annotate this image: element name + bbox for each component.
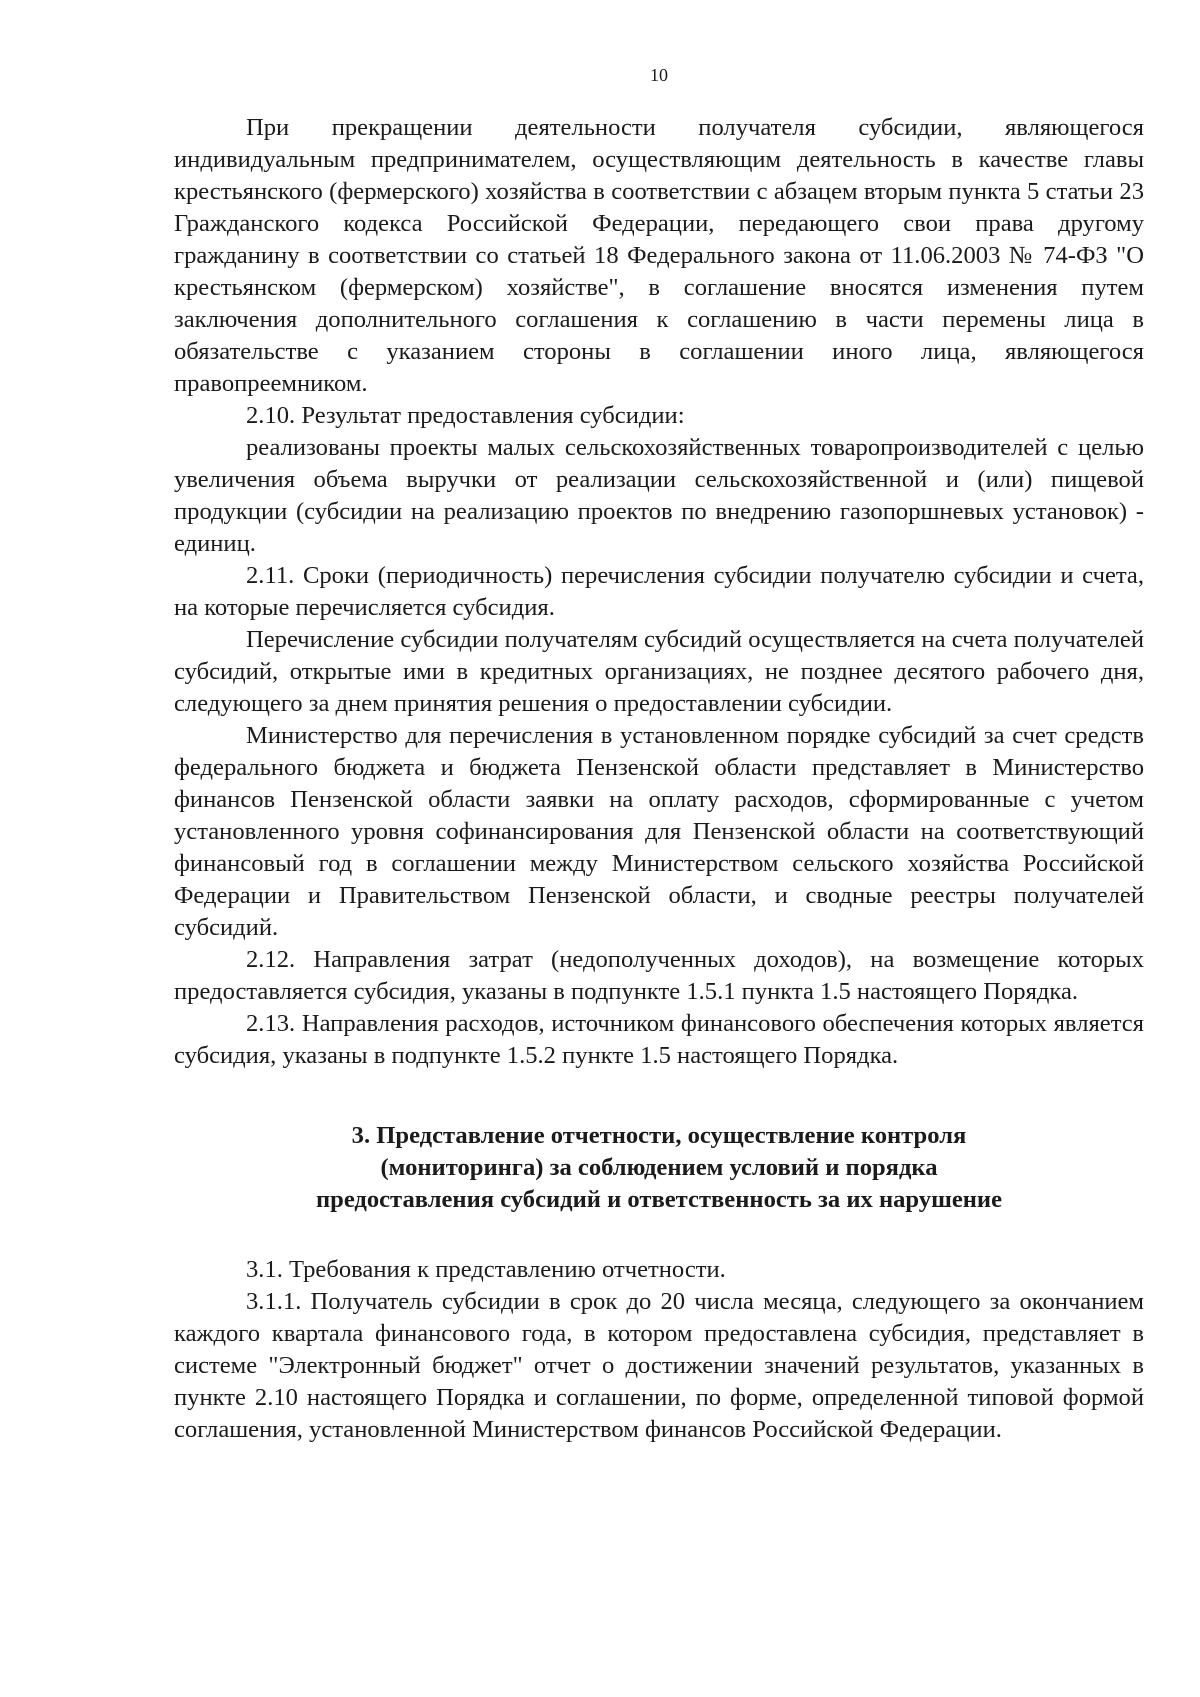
paragraph-2-11-title: 2.11. Сроки (периодичность) перечисления субсидии получателю субсидии и счета, на которые перечисляется субсидия. bbox=[174, 562, 1144, 621]
page-number: 10 bbox=[650, 65, 668, 85]
paragraph-3-1-1: 3.1.1. Получатель субсидии в срок до 20 числа месяца, следующего за окончанием каждого квартала финансового года, в котором предоставлена субсидия, представляет в системе "Электронный бюджет" отчет о достижении значений результатов, указанных в пункте 2.10 настоящего Порядка и соглашении, по форме, определенной типовой формой соглашения, установленной Министерством финансов Российской Федерации. bbox=[174, 1288, 1144, 1443]
section-3-heading bbox=[174, 1120, 1144, 1216]
section-3-heading-line-3: предоставления субсидий и ответственность за их нарушение bbox=[315, 1186, 1003, 1213]
paragraph-2-13: 2.13. Направления расходов, источником финансового обеспечения которых является субсидия, указаны в подпункте 1.5.2 пункте 1.5 настоящего Порядка. bbox=[174, 1010, 1144, 1069]
paragraph-2-11-transfer: Перечисление субсидии получателям субсидий осуществляется на счета получателей субсидий, открытые ими в кредитных организациях, не позднее десятого рабочего дня, следующего за днем принятия решения о предоставлении субсидии. bbox=[174, 626, 1144, 717]
paragraph-2-10-title: 2.10. Результат предоставления субсидии: bbox=[246, 402, 685, 429]
paragraph-2-11-ministry: Министерство для перечисления в установленном порядке субсидий за счет средств федерального бюджета и бюджета Пензенской области представляет в Министерство финансов Пензенской области заявки на оплату расходов, сформированные с учетом установленного уровня софинансирования для Пензенской области на соответствующий финансовый год в соглашении между Министерством сельского хозяйства Российской Федерации и Правительством Пензенской области, и сводные реестры получателей субсидий. bbox=[174, 722, 1144, 941]
paragraph-2-12: 2.12. Направления затрат (недополученных доходов), на возмещение которых предоставляется субсидия, указаны в подпункте 1.5.1 пункта 1.5 настоящего Порядка. bbox=[174, 946, 1144, 1005]
paragraph-2-10-result: реализованы проекты малых сельскохозяйственных товаропроизводителей с целью увеличения объема выручки от реализации сельскохозяйственной и (или) пищевой продукции (субсидии на реализацию проектов по внедрению газопоршневых установок) - единиц. bbox=[174, 434, 1144, 557]
paragraph-3-1: 3.1. Требования к представлению отчетности. bbox=[246, 1256, 726, 1283]
paragraph-succession: При прекращении деятельности получателя субсидии, являющегося индивидуальным предпринимателем, осуществляющим деятельность в качестве главы крестьянского (фермерского) хозяйства в соответствии с абзацем вторым пункта 5 статьи 23 Гражданского кодекса Российской Федерации, передающего свои права другому гражданину в соответствии со статьей 18 Федерального закона от 11.06.2003 № 74-ФЗ "О крестьянском (фермерском) хозяйстве", в соглашение вносятся изменения путем заключения дополнительного соглашения к соглашению в части перемены лица в обязательстве с указанием стороны в соглашении иного лица, являющегося правопреемником. bbox=[174, 114, 1144, 397]
section-3-heading-line-1: 3. Представление отчетности, осуществление контроля bbox=[351, 1122, 967, 1149]
section-3-heading-line-2: (мониторинга) за соблюдением условий и порядка bbox=[380, 1154, 938, 1181]
